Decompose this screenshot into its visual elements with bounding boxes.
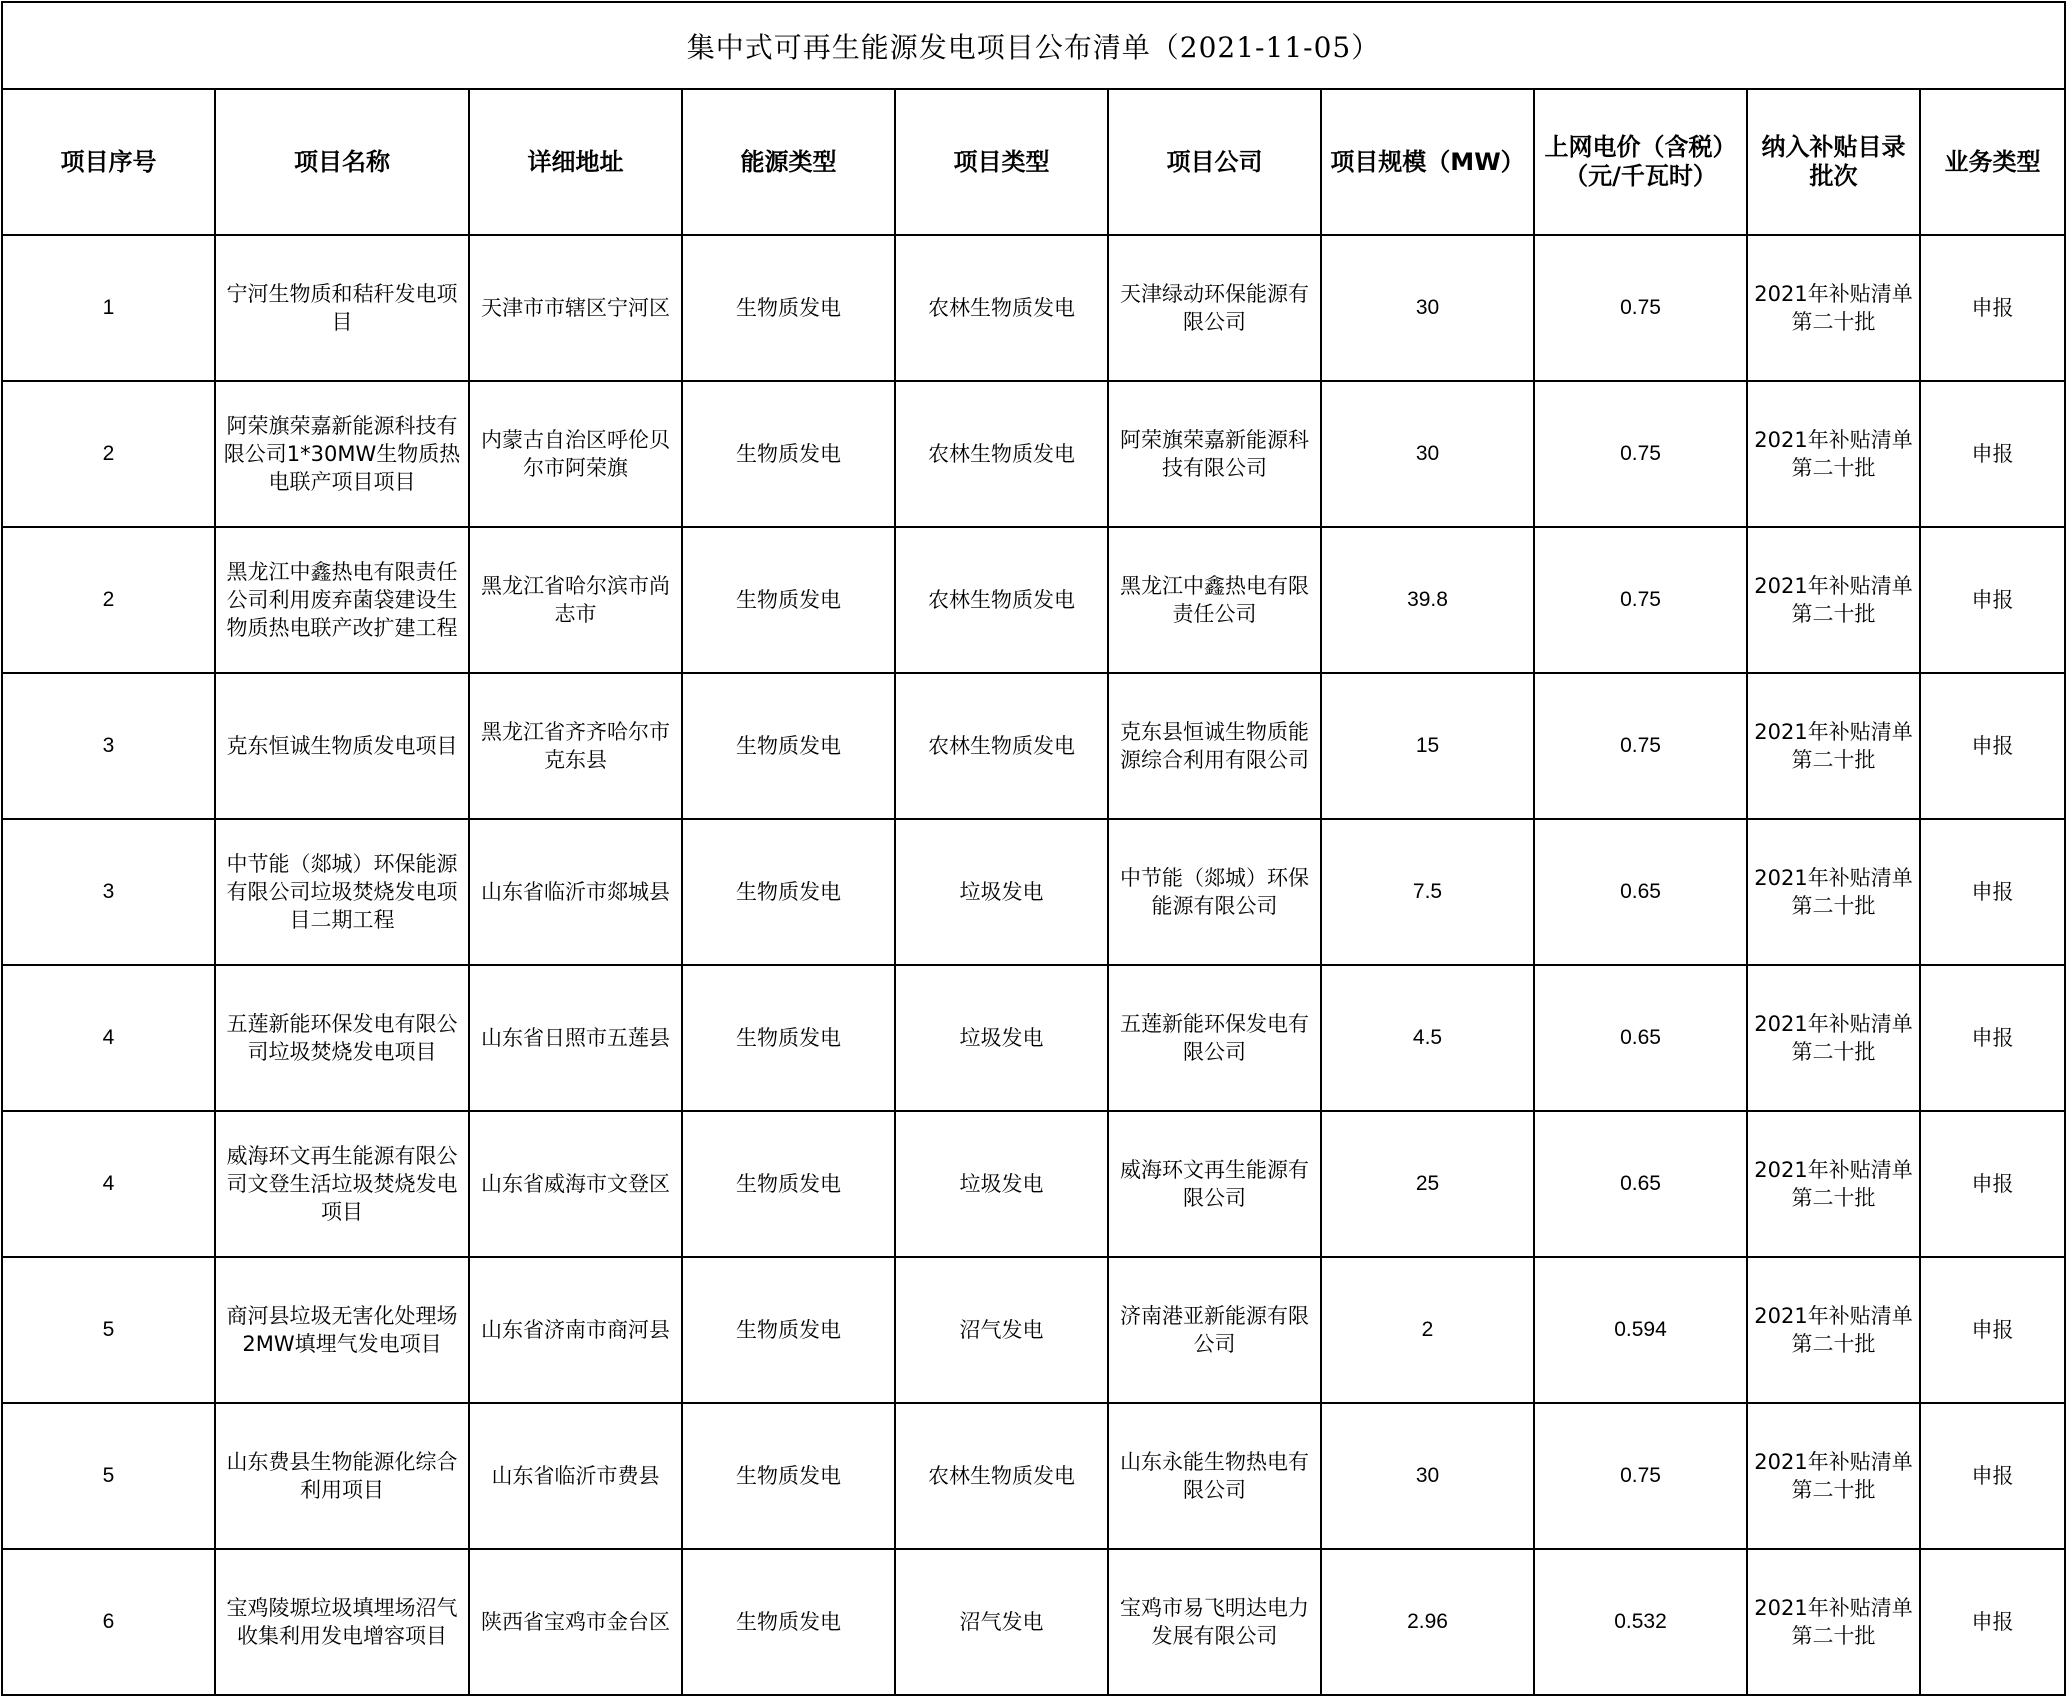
cell-business-type: 申报	[1920, 527, 2065, 673]
cell-address: 内蒙古自治区呼伦贝尔市阿荣旗	[469, 381, 682, 527]
cell-price: 0.65	[1534, 819, 1747, 965]
cell-business-type: 申报	[1920, 235, 2065, 381]
title-row	[2, 2, 2065, 89]
cell-business-type: 申报	[1920, 1111, 2065, 1257]
cell-company: 威海环文再生能源有限公司	[1108, 1111, 1321, 1257]
cell-project-name: 威海环文再生能源有限公司文登生活垃圾焚烧发电项目	[215, 1111, 469, 1257]
cell-energy-type: 生物质发电	[682, 673, 895, 819]
cell-seq: 2	[2, 527, 215, 673]
table-row	[2, 1549, 2065, 1695]
cell-price: 0.65	[1534, 1111, 1747, 1257]
cell-seq: 3	[2, 819, 215, 965]
cell-scale: 25	[1321, 1111, 1534, 1257]
cell-price: 0.594	[1534, 1257, 1747, 1403]
cell-project-name: 中节能（郯城）环保能源有限公司垃圾焚烧发电项目二期工程	[215, 819, 469, 965]
cell-seq: 5	[2, 1257, 215, 1403]
cell-scale: 30	[1321, 381, 1534, 527]
cell-address: 天津市市辖区宁河区	[469, 235, 682, 381]
cell-scale: 2	[1321, 1257, 1534, 1403]
cell-project-name: 阿荣旗荣嘉新能源科技有限公司1*30MW生物质热电联产项目项目	[215, 381, 469, 527]
cell-project-name: 宝鸡陵塬垃圾填埋场沼气收集利用发电增容项目	[215, 1549, 469, 1695]
cell-energy-type: 生物质发电	[682, 381, 895, 527]
cell-project-name: 商河县垃圾无害化处理场2MW填埋气发电项目	[215, 1257, 469, 1403]
cell-address: 山东省日照市五莲县	[469, 965, 682, 1111]
header-row	[2, 89, 2065, 235]
cell-scale: 4.5	[1321, 965, 1534, 1111]
cell-project-name: 五莲新能环保发电有限公司垃圾焚烧发电项目	[215, 965, 469, 1111]
cell-project-name: 宁河生物质和秸秆发电项目	[215, 235, 469, 381]
cell-project-name: 克东恒诚生物质发电项目	[215, 673, 469, 819]
cell-project-type: 农林生物质发电	[895, 673, 1108, 819]
cell-project-type: 农林生物质发电	[895, 381, 1108, 527]
cell-business-type: 申报	[1920, 1549, 2065, 1695]
cell-scale: 30	[1321, 1403, 1534, 1549]
cell-scale: 7.5	[1321, 819, 1534, 965]
cell-address: 山东省济南市商河县	[469, 1257, 682, 1403]
cell-seq: 4	[2, 965, 215, 1111]
cell-energy-type: 生物质发电	[682, 235, 895, 381]
cell-price: 0.75	[1534, 1403, 1747, 1549]
cell-energy-type: 生物质发电	[682, 819, 895, 965]
table-row	[2, 381, 2065, 527]
header-project-type: 项目类型	[895, 89, 1108, 235]
table-row	[2, 1257, 2065, 1403]
cell-seq: 2	[2, 381, 215, 527]
cell-business-type: 申报	[1920, 381, 2065, 527]
cell-batch: 2021年补贴清单第二十批	[1747, 1111, 1920, 1257]
cell-project-type: 农林生物质发电	[895, 235, 1108, 381]
header-batch: 纳入补贴目录批次	[1747, 89, 1920, 235]
cell-project-type: 垃圾发电	[895, 965, 1108, 1111]
cell-price: 0.75	[1534, 235, 1747, 381]
cell-batch: 2021年补贴清单第二十批	[1747, 527, 1920, 673]
table-row	[2, 1111, 2065, 1257]
cell-project-type: 沼气发电	[895, 1257, 1108, 1403]
header-scale: 项目规模（MW）	[1321, 89, 1534, 235]
cell-address: 黑龙江省哈尔滨市尚志市	[469, 527, 682, 673]
cell-batch: 2021年补贴清单第二十批	[1747, 673, 1920, 819]
cell-business-type: 申报	[1920, 1257, 2065, 1403]
header-energy-type: 能源类型	[682, 89, 895, 235]
cell-batch: 2021年补贴清单第二十批	[1747, 235, 1920, 381]
cell-address: 陕西省宝鸡市金台区	[469, 1549, 682, 1695]
cell-project-type: 农林生物质发电	[895, 527, 1108, 673]
cell-address: 山东省临沂市郯城县	[469, 819, 682, 965]
table-row	[2, 965, 2065, 1111]
cell-seq: 6	[2, 1549, 215, 1695]
cell-scale: 39.8	[1321, 527, 1534, 673]
cell-price: 0.75	[1534, 673, 1747, 819]
cell-energy-type: 生物质发电	[682, 965, 895, 1111]
cell-company: 山东永能生物热电有限公司	[1108, 1403, 1321, 1549]
cell-batch: 2021年补贴清单第二十批	[1747, 381, 1920, 527]
cell-company: 克东县恒诚生物质能源综合利用有限公司	[1108, 673, 1321, 819]
cell-batch: 2021年补贴清单第二十批	[1747, 965, 1920, 1111]
cell-seq: 4	[2, 1111, 215, 1257]
cell-company: 中节能（郯城）环保能源有限公司	[1108, 819, 1321, 965]
table-row	[2, 673, 2065, 819]
cell-address: 山东省临沂市费县	[469, 1403, 682, 1549]
cell-company: 五莲新能环保发电有限公司	[1108, 965, 1321, 1111]
cell-business-type: 申报	[1920, 1403, 2065, 1549]
cell-batch: 2021年补贴清单第二十批	[1747, 819, 1920, 965]
cell-batch: 2021年补贴清单第二十批	[1747, 1549, 1920, 1695]
header-name: 项目名称	[215, 89, 469, 235]
cell-company: 天津绿动环保能源有限公司	[1108, 235, 1321, 381]
cell-scale: 2.96	[1321, 1549, 1534, 1695]
header-address: 详细地址	[469, 89, 682, 235]
cell-price: 0.532	[1534, 1549, 1747, 1695]
cell-project-type: 沼气发电	[895, 1549, 1108, 1695]
cell-energy-type: 生物质发电	[682, 1549, 895, 1695]
cell-address: 黑龙江省齐齐哈尔市克东县	[469, 673, 682, 819]
cell-company: 济南港亚新能源有限公司	[1108, 1257, 1321, 1403]
cell-address: 山东省威海市文登区	[469, 1111, 682, 1257]
cell-company: 阿荣旗荣嘉新能源科技有限公司	[1108, 381, 1321, 527]
cell-seq: 5	[2, 1403, 215, 1549]
cell-price: 0.75	[1534, 381, 1747, 527]
cell-price: 0.65	[1534, 965, 1747, 1111]
cell-project-type: 农林生物质发电	[895, 1403, 1108, 1549]
cell-project-type: 垃圾发电	[895, 819, 1108, 965]
cell-seq: 1	[2, 235, 215, 381]
cell-energy-type: 生物质发电	[682, 1403, 895, 1549]
table-row	[2, 1403, 2065, 1549]
project-list-table	[1, 1, 2066, 1696]
cell-scale: 15	[1321, 673, 1534, 819]
cell-business-type: 申报	[1920, 673, 2065, 819]
cell-seq: 3	[2, 673, 215, 819]
cell-project-name: 黑龙江中鑫热电有限责任公司利用废弃菌袋建设生物质热电联产改扩建工程	[215, 527, 469, 673]
cell-business-type: 申报	[1920, 819, 2065, 965]
cell-energy-type: 生物质发电	[682, 1111, 895, 1257]
cell-energy-type: 生物质发电	[682, 527, 895, 673]
cell-business-type: 申报	[1920, 965, 2065, 1111]
table-row	[2, 819, 2065, 965]
header-seq: 项目序号	[2, 89, 215, 235]
cell-company: 宝鸡市易飞明达电力发展有限公司	[1108, 1549, 1321, 1695]
cell-company: 黑龙江中鑫热电有限责任公司	[1108, 527, 1321, 673]
cell-scale: 30	[1321, 235, 1534, 381]
table-row	[2, 527, 2065, 673]
cell-project-type: 垃圾发电	[895, 1111, 1108, 1257]
cell-energy-type: 生物质发电	[682, 1257, 895, 1403]
cell-project-name: 山东费县生物能源化综合利用项目	[215, 1403, 469, 1549]
header-company: 项目公司	[1108, 89, 1321, 235]
cell-price: 0.75	[1534, 527, 1747, 673]
header-business-type: 业务类型	[1920, 89, 2065, 235]
cell-batch: 2021年补贴清单第二十批	[1747, 1257, 1920, 1403]
table-row	[2, 235, 2065, 381]
cell-batch: 2021年补贴清单第二十批	[1747, 1403, 1920, 1549]
table-title: 集中式可再生能源发电项目公布清单（2021-11-05）	[2, 2, 2065, 89]
header-price: 上网电价（含税）（元/千瓦时）	[1534, 89, 1747, 235]
